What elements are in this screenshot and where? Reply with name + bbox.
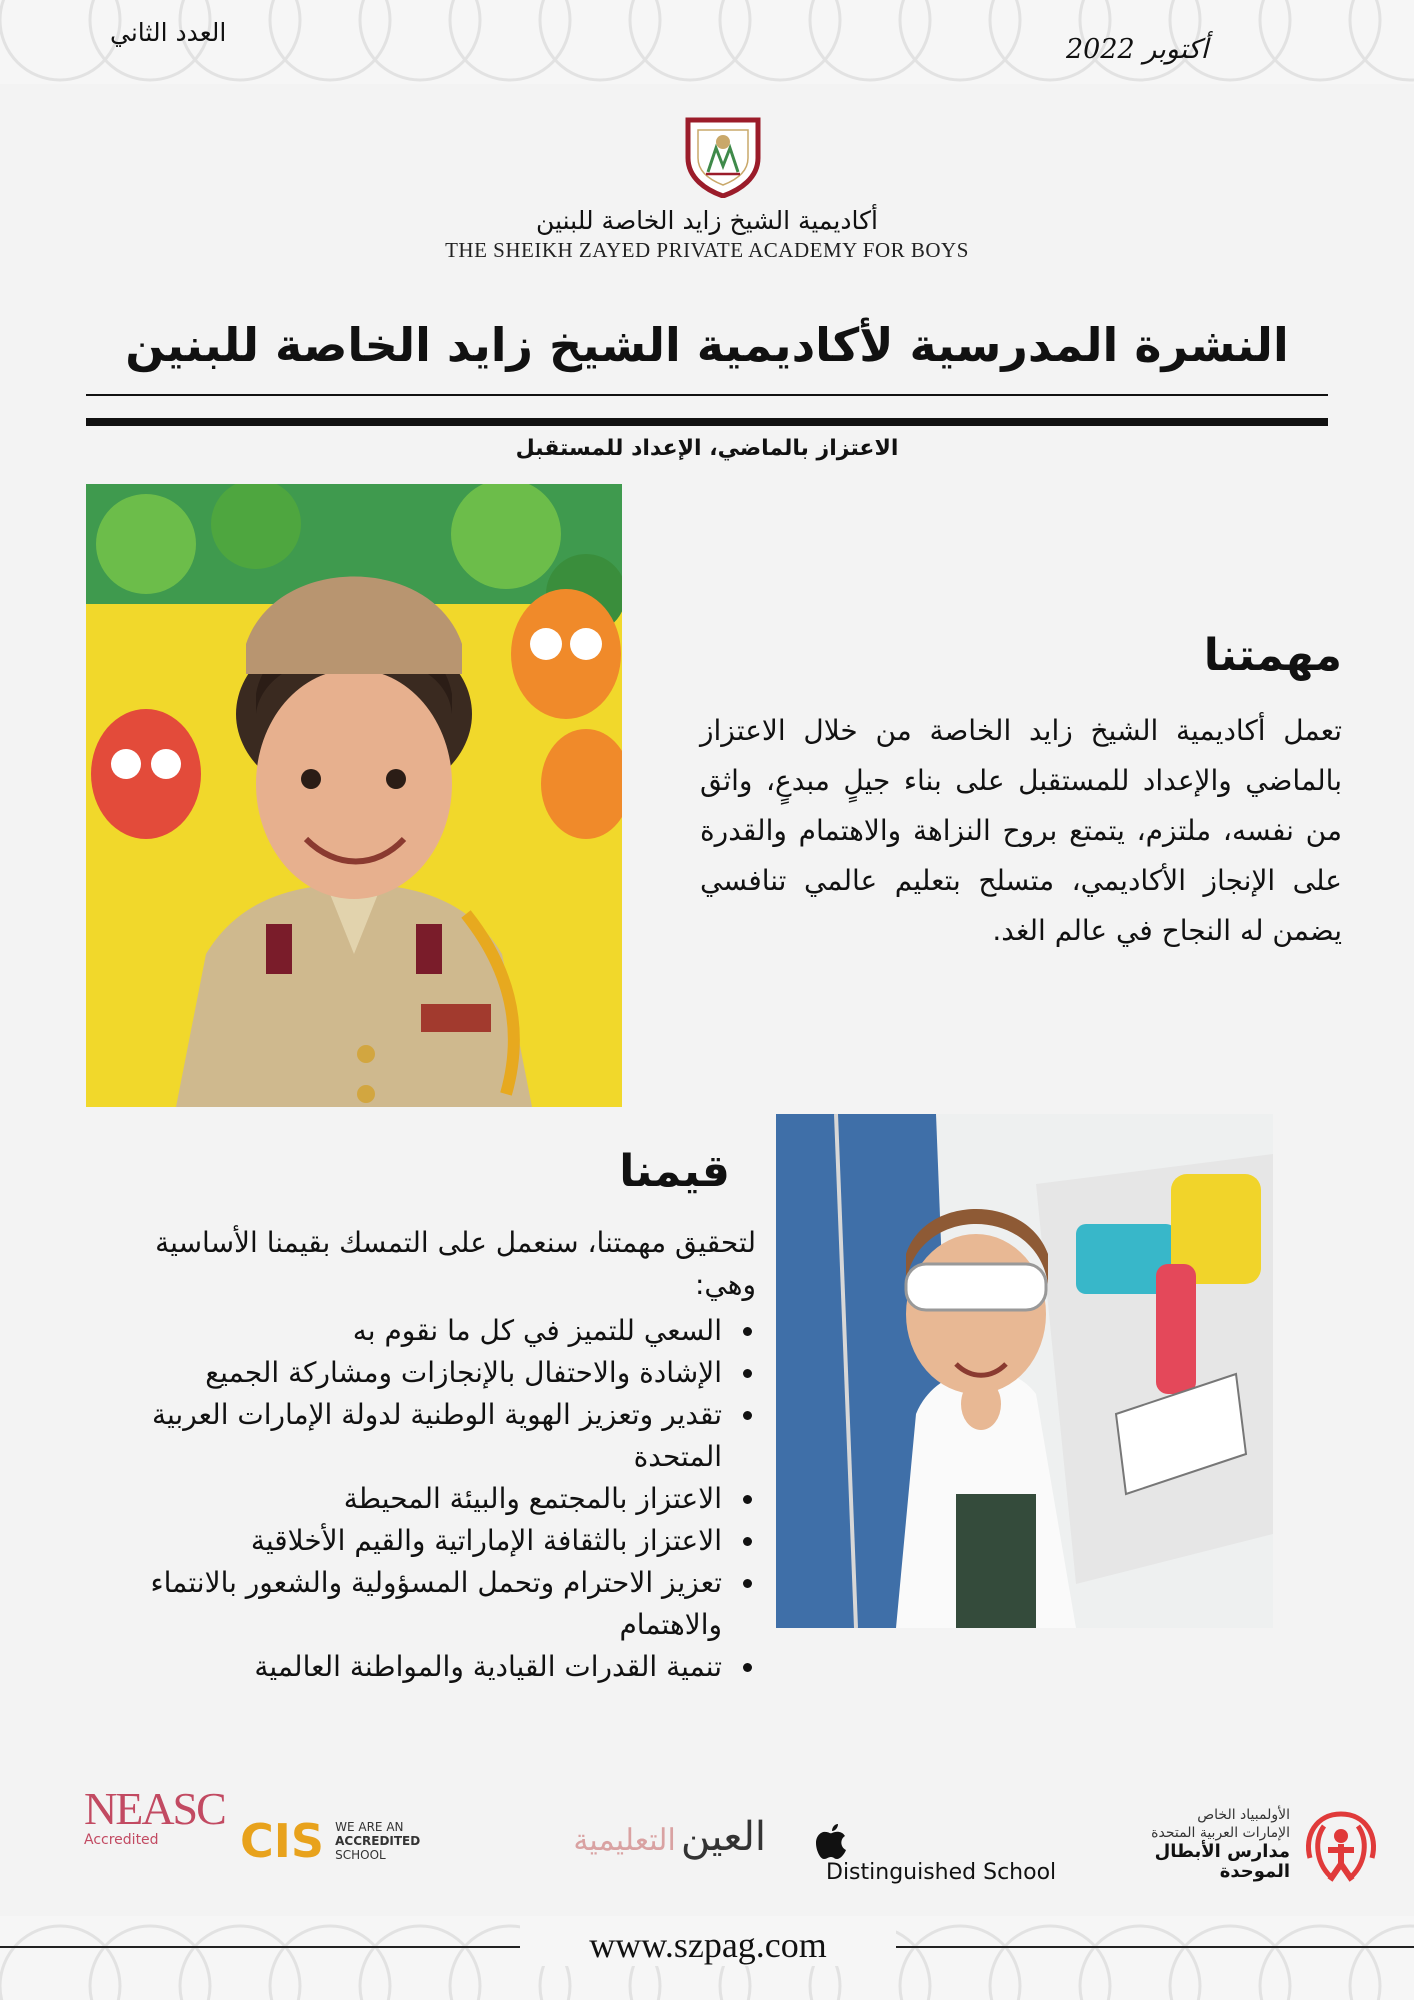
bullet-icon	[743, 1495, 752, 1504]
values-list	[86, 1310, 758, 1688]
issue-date: أكتوبر 2022	[1066, 34, 1209, 65]
values-heading: قيمنا	[619, 1146, 730, 1197]
footer-rule-left	[0, 1946, 520, 1948]
bullet-icon	[743, 1411, 752, 1420]
bullet-icon	[743, 1537, 752, 1546]
bullet-icon	[743, 1579, 752, 1588]
mission-text: تعمل أكاديمية الشيخ زايد الخاصة من خلال الاعتزاز بالماضي والإعداد للمستقبل على بناء جيلٍ مبدعٍ، واثق من نفسه، ملتزم، يتمتع بروح النزاهة والاهتمام والقدرة على الإنجاز الأكاديمي، متسلح بتعليم عالمي تنافسي يضمن له النجاح في عالم الغد.	[700, 714, 1342, 947]
neasc-mark: NEASC	[84, 1783, 225, 1834]
tagline: الاعتزاز بالماضي، الإعداد للمستقبل	[515, 436, 899, 461]
list-item: الاعتزاز بالمجتمع والبيئة المحيطة	[86, 1478, 758, 1520]
cis-logo	[240, 1814, 470, 1870]
photo-boy-uniform	[86, 484, 622, 1107]
special-olympics-logo: الأولمبياد الخاص الإمارات العربية المتحدة مدارس الأبطال الموحدة	[1100, 1806, 1390, 1892]
title-divider-thick	[86, 418, 1328, 426]
academy-name-english: THE SHEIKH ZAYED PRIVATE ACADEMY FOR BOYS	[445, 238, 969, 262]
mission-heading: مهمتنا	[1203, 630, 1342, 681]
cis-caption: WE ARE AN ACCREDITED SCHOOL	[335, 1820, 421, 1862]
cis-mark: CIS	[240, 1814, 325, 1868]
list-item: السعي للتميز في كل ما نقوم به	[86, 1310, 758, 1352]
academy-name-arabic: أكاديمية الشيخ زايد الخاصة للبنين	[536, 206, 878, 235]
title-divider-thin	[86, 394, 1328, 396]
bullet-icon	[743, 1327, 752, 1336]
list-item: تعزيز الاحترام وتحمل المسؤولية والشعور بالانتماء والاهتمام	[86, 1562, 758, 1646]
special-olympics-icon	[1296, 1806, 1386, 1892]
list-item: الإشادة والاحتفال بالإنجازات ومشاركة الجميع	[86, 1352, 758, 1394]
bullet-icon	[743, 1369, 752, 1378]
values-intro: لتحقيق مهمتنا، سنعمل على التمسك بقيمنا الأساسية وهي:	[155, 1226, 756, 1301]
apple-distinguished-school-logo: Distinguished School	[816, 1822, 1076, 1872]
photo-boy-lab-coat	[776, 1114, 1273, 1628]
list-item: تقدير وتعزيز الهوية الوطنية لدولة الإمارات العربية المتحدة	[86, 1394, 758, 1478]
footer-rule-right	[896, 1946, 1414, 1948]
academy-crest-icon	[682, 114, 764, 198]
alain-education-logo: العين التعليمية	[573, 1814, 766, 1860]
list-item: تنمية القدرات القيادية والمواطنة العالمية	[86, 1646, 758, 1688]
bullet-icon	[743, 1663, 752, 1672]
neasc-logo	[84, 1783, 225, 1886]
neasc-caption: Accredited	[84, 1832, 159, 1848]
accreditation-logos	[0, 1780, 1414, 1890]
apple-icon	[816, 1822, 848, 1860]
issue-number: العدد الثاني	[110, 18, 227, 47]
website-link[interactable]: www.szpag.com	[520, 1924, 896, 1966]
list-item: الاعتزاز بالثقافة الإماراتية والقيم الأخلاقية	[86, 1520, 758, 1562]
newsletter-title: النشرة المدرسية لأكاديمية الشيخ زايد الخاصة للبنين	[125, 318, 1289, 372]
